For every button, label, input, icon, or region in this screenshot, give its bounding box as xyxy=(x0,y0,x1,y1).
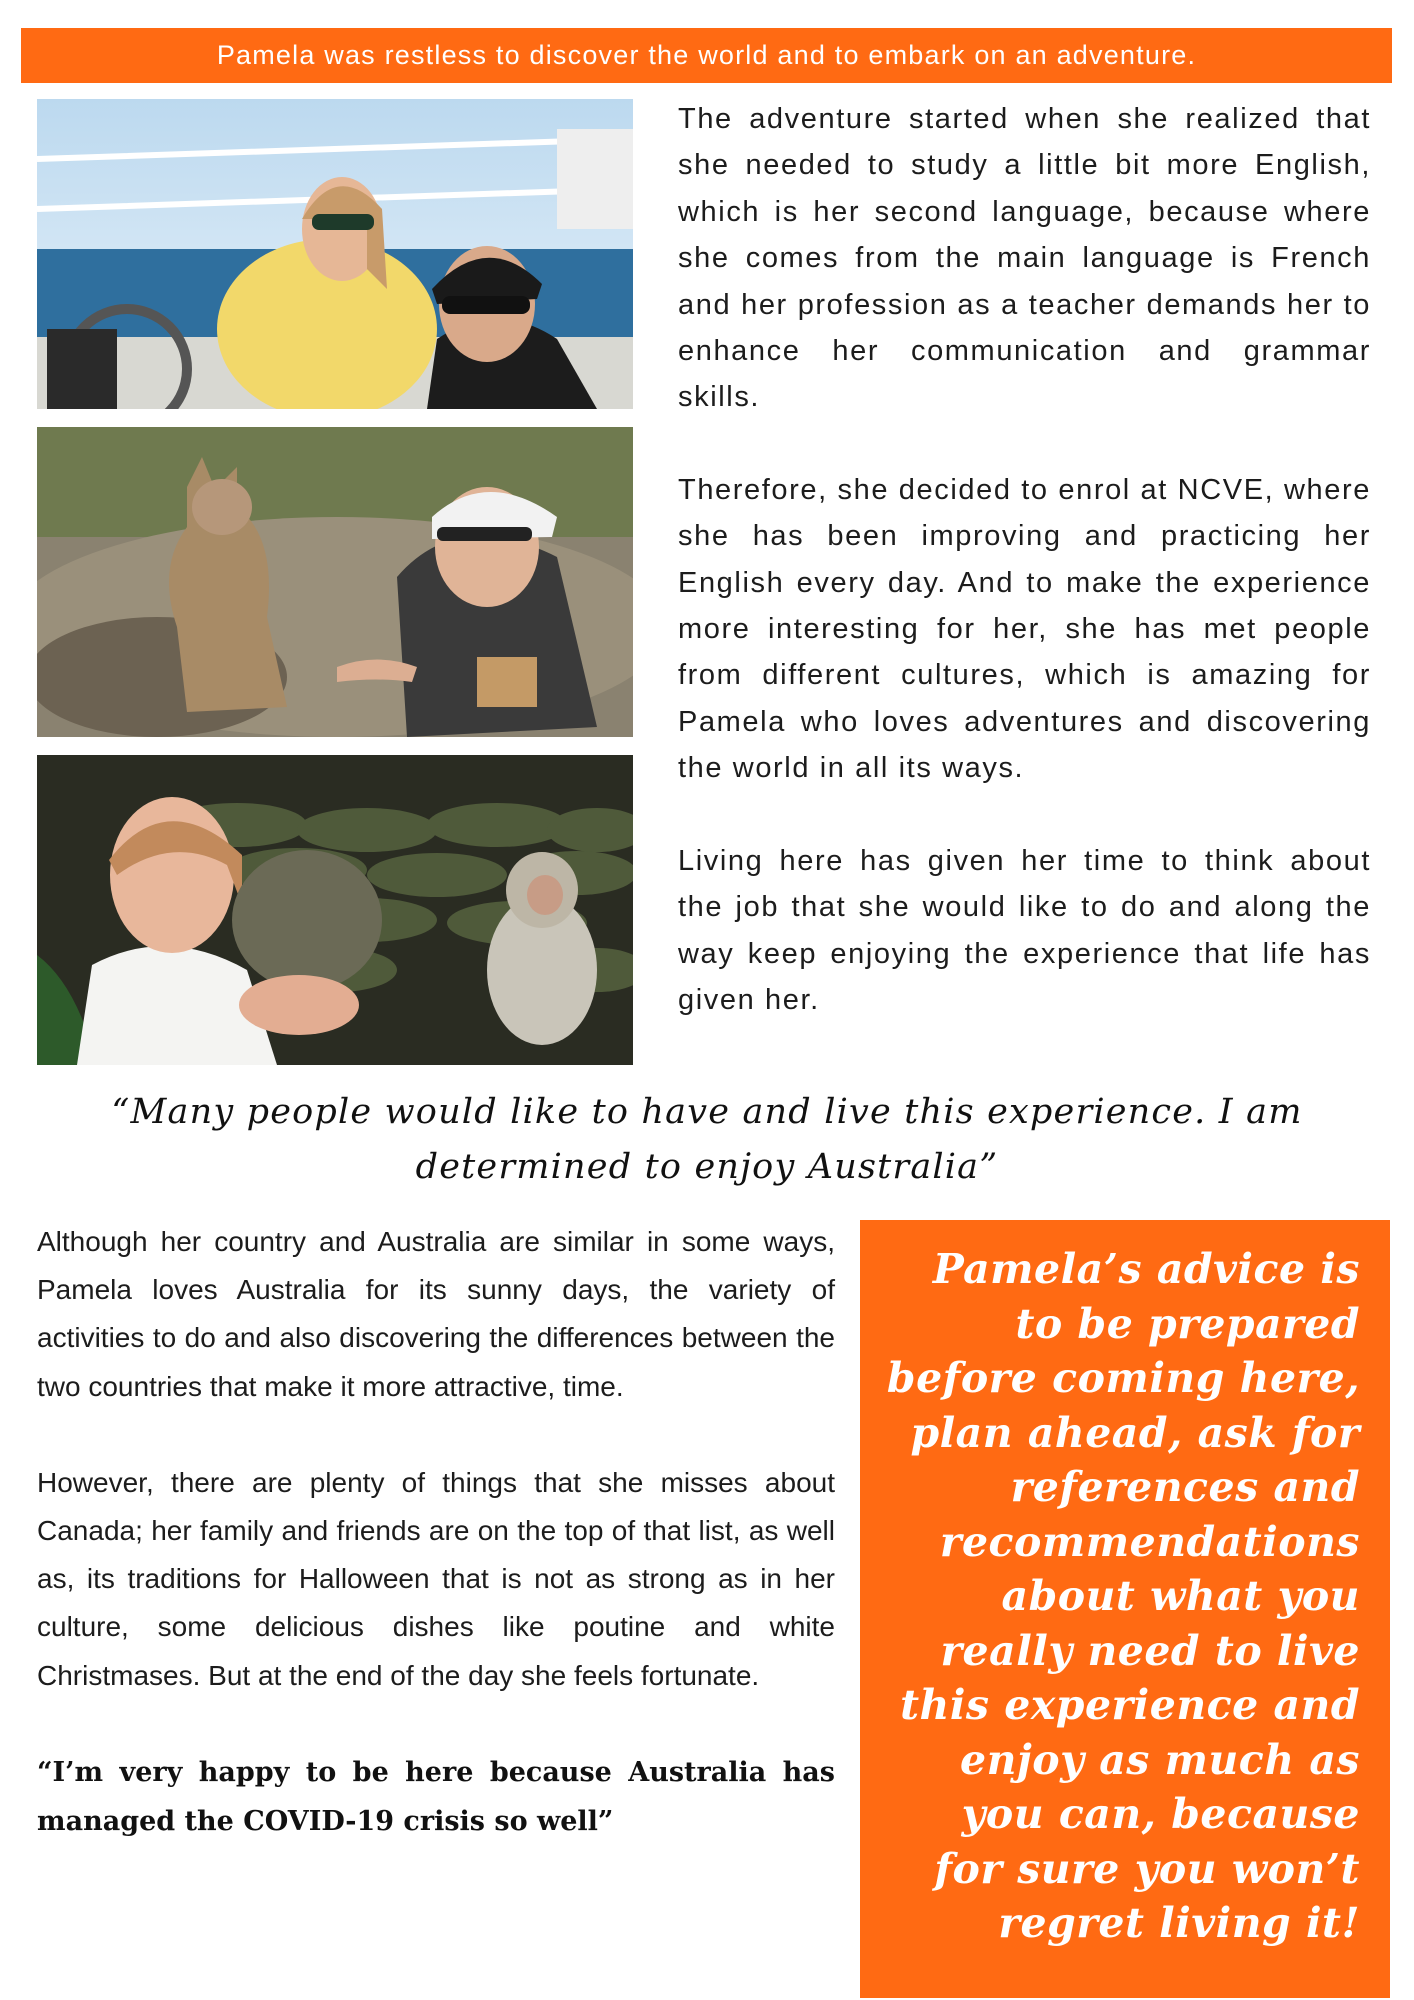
intro-paragraph: The adventure started when she realized that she needed to study a little bit more English, which is her second language, because where she comes from the main language is French and her profession as a teacher demands her to enhance her communication and grammar skills. xyxy=(678,103,1371,414)
monkey-photo xyxy=(37,755,633,1065)
advice-text: Pamela’s advice is to be prepared before coming here, plan ahead, ask for references and recommendations about what you really need to live this experience and enjoy as much as you can, because for sure you won’t regret living it! xyxy=(886,1245,1360,1947)
top-banner xyxy=(21,28,1392,83)
enrolment-paragraph: Therefore, she decided to enrol at NCVE, where she has been improving and practicing her English every day. And to make the experience more interesting for her, she has met people from different cultures, which is amazing for Pamela who loves adventures and discovering the world in all its ways. xyxy=(678,473,1371,785)
canada-paragraph: However, there are plenty of things that she misses about Canada; her family and friends are on the top of that list, as well as, its traditions for Halloween that is not as strong as in her culture, some delicious dishes like poutine and white Christmases. But at the end of the day she feels fortunate. xyxy=(37,1466,835,1691)
right-text-column xyxy=(678,96,1371,1069)
covid-quote: “I’m very happy to be here because Australia has managed the COVID-19 crisis so well” xyxy=(37,1756,835,1837)
left-text-column xyxy=(37,1218,835,1846)
australia-paragraph: Although her country and Australia are similar in some ways, Pamela loves Australia for its sunny days, the variety of activities to do and also discovering the differences between the two countries that make it more attractive, time. xyxy=(37,1226,835,1402)
kangaroo-photo xyxy=(37,427,633,737)
banner-text: Pamela was restless to discover the world and to embark on an adventure. xyxy=(216,40,1197,70)
living-here-paragraph: Living here has given her time to think about the job that she would like to do and along the way keep enjoying the experience that life has given her. xyxy=(678,844,1371,1016)
boat-selfie-photo xyxy=(37,99,633,409)
pull-quote: “Many people would like to have and live this experience. I am determined to enjoy Australia” xyxy=(111,1092,1303,1187)
advice-box xyxy=(860,1220,1390,1998)
